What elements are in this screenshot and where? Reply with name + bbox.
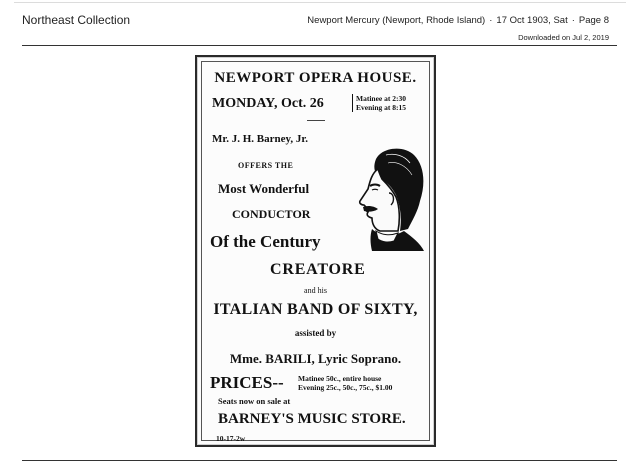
newspaper-clipping xyxy=(195,55,436,447)
presenter-line: Mr. J. H. Barney, Jr. xyxy=(212,133,309,145)
separator: · xyxy=(571,15,575,26)
band-line: ITALIAN BAND OF SIXTY, xyxy=(213,301,418,318)
page-number: Page 8 xyxy=(578,15,609,26)
short-divider xyxy=(307,120,325,121)
publication-date: 17 Oct 1903, Sat xyxy=(496,15,568,26)
prices-label: PRICES-- xyxy=(210,373,284,392)
and-his-line: and his xyxy=(304,286,327,295)
separator: · xyxy=(489,15,493,26)
assisted-line: assisted by xyxy=(294,328,337,338)
clipping-title: NEWPORT OPERA HOUSE. xyxy=(214,70,417,86)
conductor-name: CREATORE xyxy=(270,261,366,278)
event-date: MONDAY, Oct. 26 xyxy=(212,96,324,111)
header-divider xyxy=(22,45,617,46)
most-wonderful-line: Most Wonderful xyxy=(218,181,310,196)
matinee-prices: Matinee 50c., entire house xyxy=(298,374,382,383)
store-line: BARNEY'S MUSIC STORE. xyxy=(218,411,406,427)
download-date: Downloaded on Jul 2, 2019 xyxy=(518,33,609,42)
footer-divider xyxy=(22,460,617,461)
evening-time: Evening at 8:15 xyxy=(356,103,407,112)
collection-name: Northeast Collection xyxy=(22,13,131,27)
price-details xyxy=(298,375,392,392)
ad-code: 10-17-2w xyxy=(216,434,246,443)
show-times xyxy=(352,94,406,112)
conductor-line: CONDUCTOR xyxy=(232,207,311,221)
publication-name: Newport Mercury (Newport, Rhode Island) xyxy=(307,15,486,26)
citation-line xyxy=(307,15,609,26)
seats-line: Seats now on sale at xyxy=(218,396,291,406)
clipping-border xyxy=(201,61,430,441)
soprano-line: Mme. BARILI, Lyric Soprano. xyxy=(229,351,402,366)
offers-line: OFFERS THE xyxy=(238,161,294,170)
top-rule xyxy=(14,2,626,3)
century-line: Of the Century xyxy=(210,232,321,251)
evening-prices: Evening 25c., 50c., 75c., $1.00 xyxy=(298,382,393,392)
conductor-portrait xyxy=(342,145,426,253)
matinee-time: Matinee at 2:30 xyxy=(356,94,406,103)
